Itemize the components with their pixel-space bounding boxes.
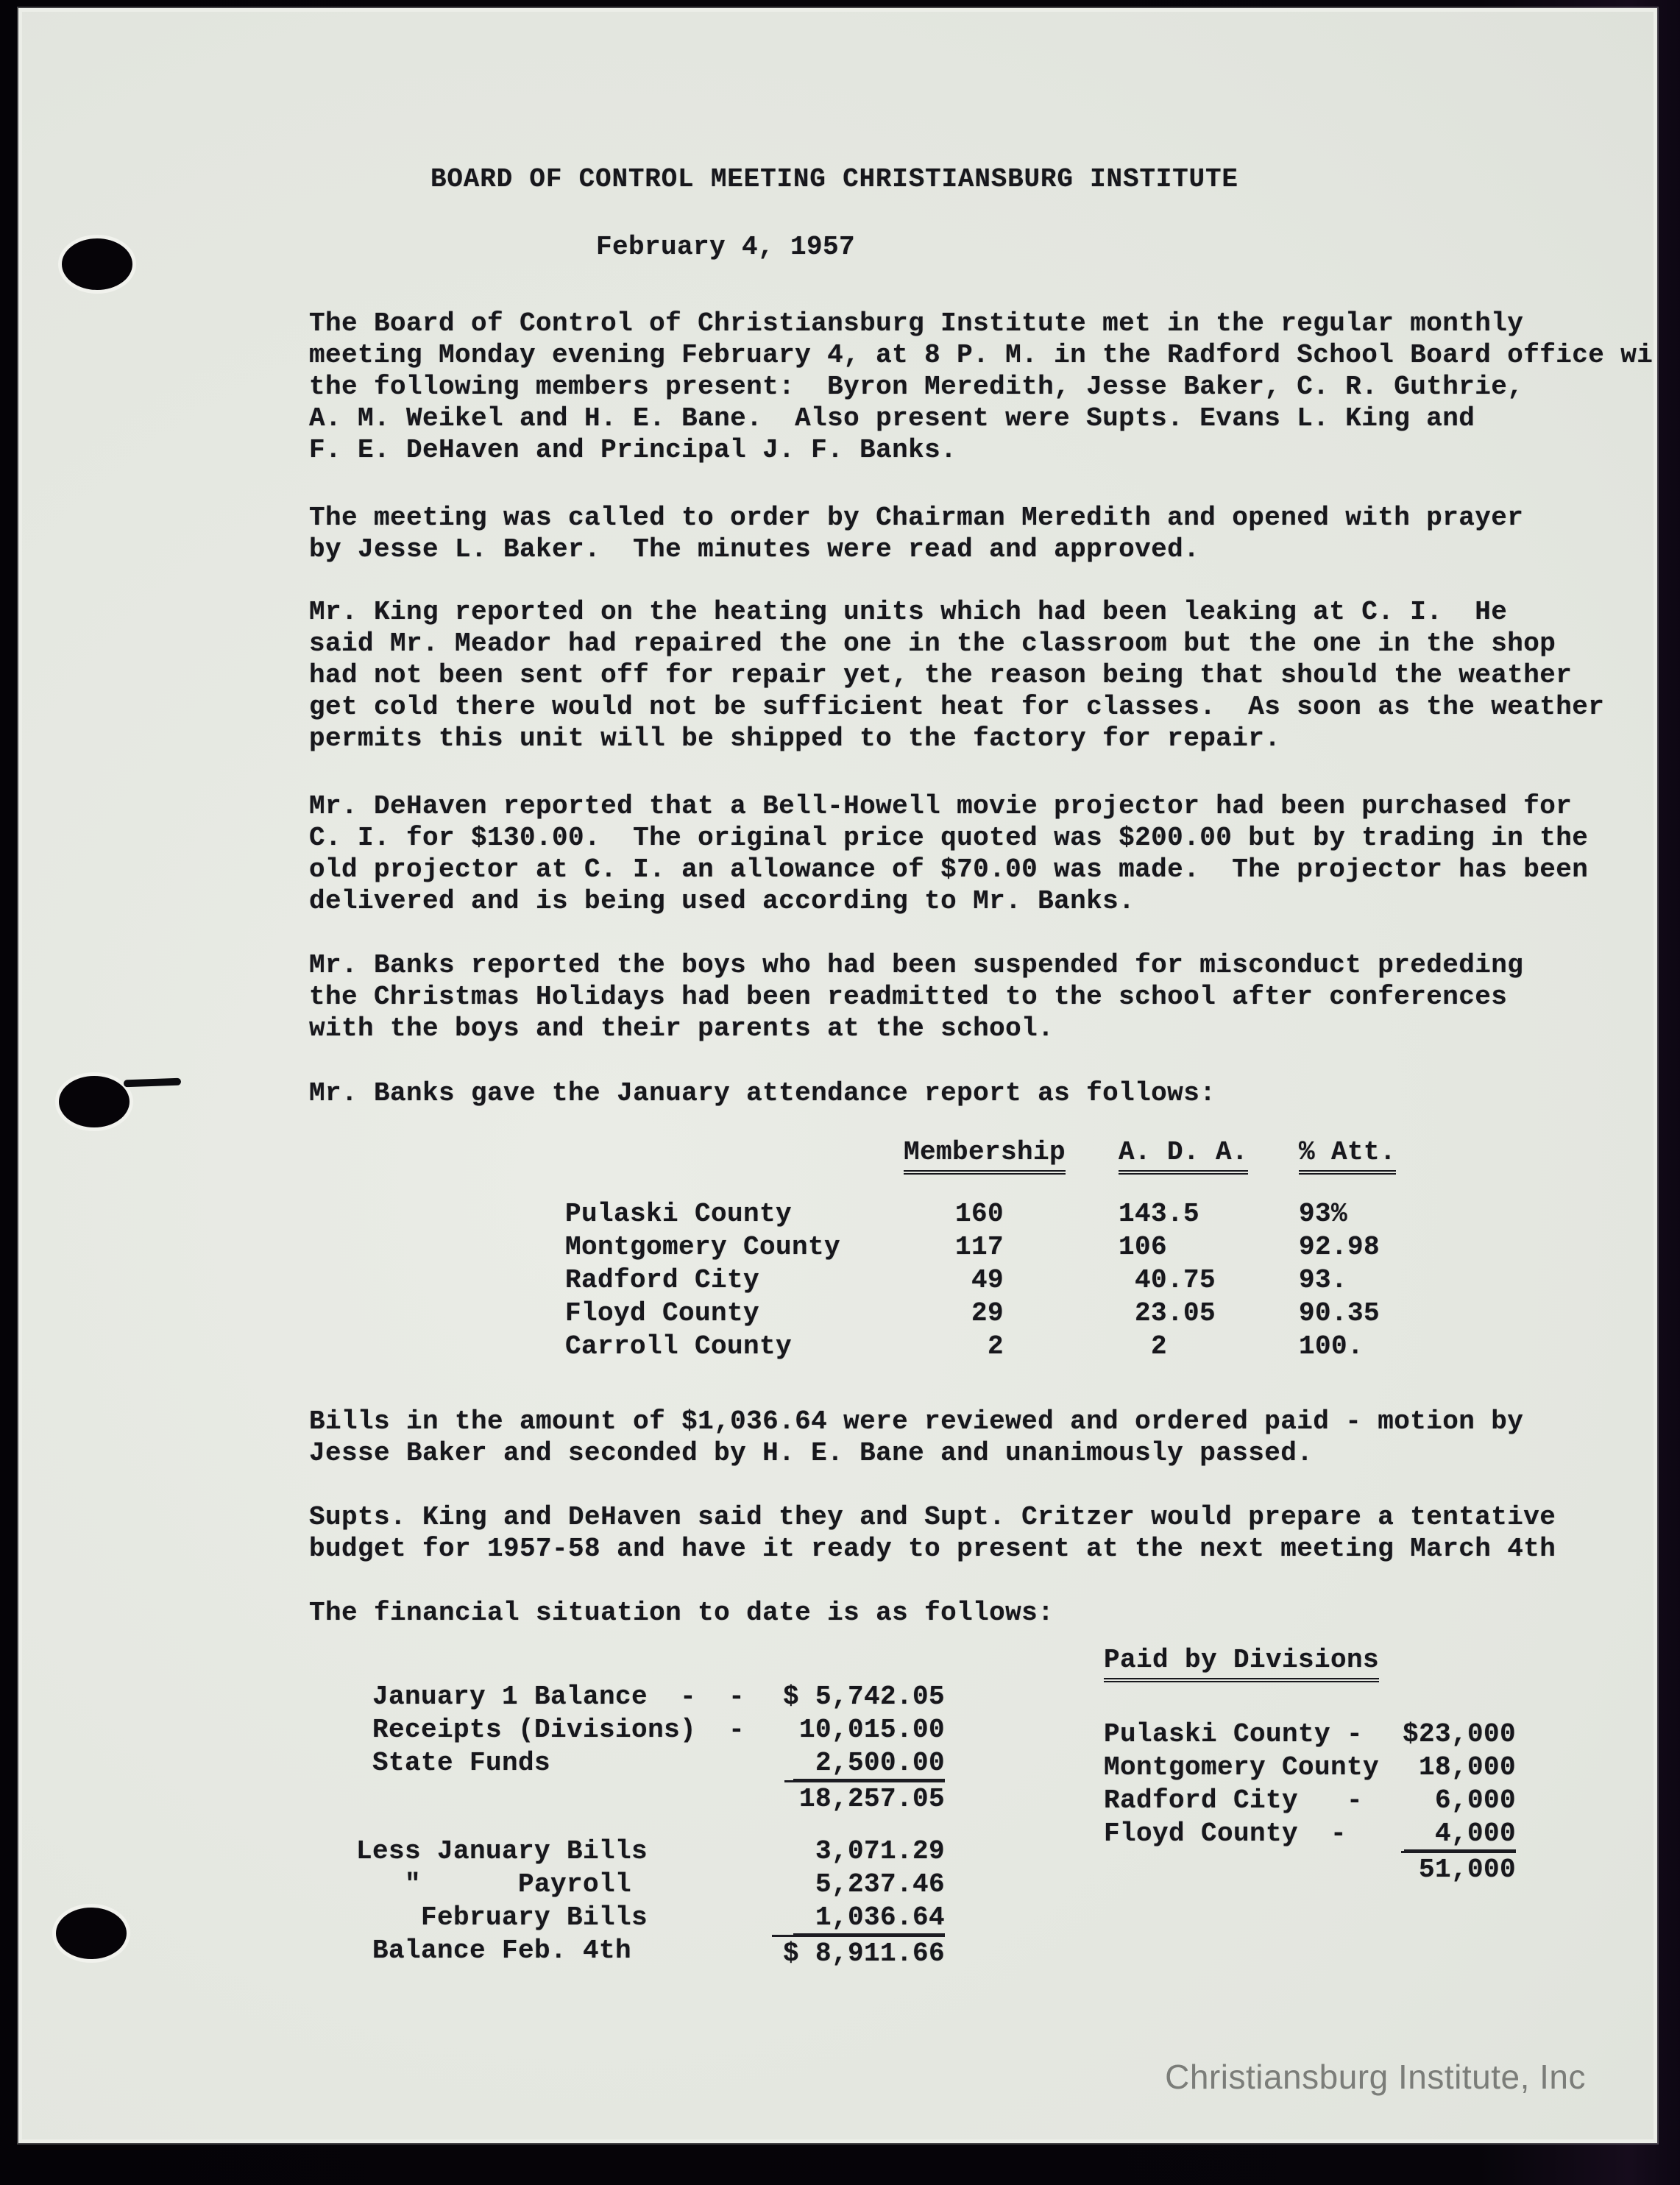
text-line: delivered and is being used according to Mr. Banks. bbox=[309, 886, 1135, 916]
attendance-header-att: % Att. bbox=[1299, 1136, 1396, 1175]
text-line: by Jesse L. Baker. The minutes were read and approved. bbox=[309, 534, 1200, 564]
text-line: Mr. King reported on the heating units which had been leaking at C. I. He bbox=[309, 597, 1508, 627]
text-line: Bills in the amount of $1,036.64 were reviewed and ordered paid - motion by bbox=[309, 1406, 1524, 1437]
attendance-row bbox=[22, 1331, 1654, 1364]
statement-label: State Funds bbox=[356, 1748, 551, 1778]
text-line: The Board of Control of Christiansburg Institute met in the regular monthly bbox=[309, 308, 1524, 339]
attendance-ada: 40.75 bbox=[1119, 1265, 1216, 1295]
attendance-label: Carroll County bbox=[565, 1331, 793, 1361]
attendance-label: Montgomery County bbox=[565, 1232, 841, 1262]
paragraph-projector bbox=[309, 790, 1588, 917]
watermark: Christiansburg Institute, Inc bbox=[1165, 2058, 1586, 2096]
financial-statement-lower bbox=[356, 1835, 945, 1968]
text-line: old projector at C. I. an allowance of $70.00 was made. The projector has been bbox=[309, 854, 1589, 885]
text-line: said Mr. Meador had repaired the one in the classroom but the one in the shop bbox=[309, 628, 1556, 659]
attendance-membership: 29 bbox=[971, 1298, 1004, 1328]
statement-row bbox=[356, 1714, 945, 1747]
text-line: get cold there would not be sufficient heat for classes. As soon as the weather bbox=[309, 692, 1605, 722]
statement-row bbox=[356, 1902, 945, 1935]
attendance-membership: 117 bbox=[954, 1232, 1004, 1262]
statement-label: February Bills bbox=[356, 1902, 648, 1933]
paragraph-call-to-order bbox=[309, 502, 1523, 565]
divisions-row bbox=[1104, 1718, 1516, 1752]
paragraph-heating bbox=[309, 596, 1604, 754]
statement-label: Balance Feb. 4th bbox=[356, 1936, 632, 1966]
text-line: with the boys and their parents at the school. bbox=[309, 1013, 1055, 1044]
statement-value: 10,015.00 bbox=[798, 1715, 945, 1745]
divisions-header: Paid by Divisions bbox=[1104, 1644, 1379, 1682]
attendance-membership: 160 bbox=[954, 1199, 1004, 1229]
text-line: the following members present: Byron Meredith, Jesse Baker, C. R. Guthrie, bbox=[309, 372, 1524, 402]
financial-intro: The financial situation to date is as follows: bbox=[309, 1598, 1055, 1628]
financial-statement-upper bbox=[356, 1681, 945, 1813]
text-line: A. M. Weikel and H. E. Bane. Also present were Supts. Evans L. King and bbox=[309, 403, 1475, 433]
divisions-value: $23,000 bbox=[1402, 1719, 1516, 1749]
attendance-ada: 23.05 bbox=[1119, 1298, 1216, 1328]
text-line: meeting Monday evening February 4, at 8 P. M. in the Radford School Board office wi bbox=[309, 340, 1654, 370]
attendance-row bbox=[22, 1231, 1654, 1264]
statement-value: 2,500.00 bbox=[793, 1747, 945, 1781]
statement-row bbox=[356, 1747, 945, 1780]
attendance-label: Pulaski County bbox=[565, 1199, 793, 1229]
divisions-label: Pulaski County - bbox=[1104, 1719, 1364, 1749]
document-page bbox=[22, 12, 1654, 2139]
text-line: permits this unit will be shipped to the factory for repair. bbox=[309, 723, 1281, 754]
divisions-label: Floyd County - bbox=[1104, 1819, 1347, 1849]
statement-row bbox=[356, 1869, 945, 1902]
statement-balance-row bbox=[356, 1935, 945, 1968]
divisions-label: Montgomery County bbox=[1104, 1752, 1380, 1782]
text-line: C. I. for $130.00. The original price quoted was $200.00 but by trading in the bbox=[309, 823, 1589, 853]
statement-value: $ 5,742.05 bbox=[782, 1682, 945, 1712]
text-line: The meeting was called to order by Chairman Meredith and opened with prayer bbox=[309, 503, 1524, 533]
statement-value: 1,036.64 bbox=[793, 1902, 945, 1936]
statement-value: 5,237.46 bbox=[815, 1869, 945, 1899]
statement-balance-value: $ 8,911.66 bbox=[772, 1935, 945, 1969]
attendance-header-membership: Membership bbox=[904, 1136, 1066, 1175]
text-line: the Christmas Holidays had been readmitted to the school after conferences bbox=[309, 982, 1508, 1012]
divisions-table bbox=[1104, 1644, 1516, 1924]
document-title: BOARD OF CONTROL MEETING CHRISTIANSBURG INSTITUTE bbox=[430, 164, 1238, 194]
paragraph-opening bbox=[309, 308, 1653, 466]
attendance-att: 93% bbox=[1299, 1199, 1348, 1229]
statement-label: Less January Bills bbox=[356, 1836, 648, 1866]
paragraph-suspensions bbox=[309, 949, 1523, 1044]
statement-row bbox=[356, 1681, 945, 1714]
attendance-table bbox=[22, 1198, 1654, 1367]
attendance-label: Radford City bbox=[565, 1265, 760, 1295]
attendance-membership: 2 bbox=[987, 1331, 1004, 1361]
text-line: had not been sent off for repair yet, the reason being that should the weather bbox=[309, 660, 1573, 690]
punch-hole-top bbox=[62, 238, 132, 290]
divisions-value: 6,000 bbox=[1434, 1785, 1516, 1816]
attendance-ada: 2 bbox=[1119, 1331, 1168, 1361]
divisions-total-row bbox=[1104, 1851, 1516, 1884]
punch-hole-middle bbox=[59, 1076, 130, 1127]
attendance-att: 100. bbox=[1299, 1331, 1364, 1361]
divisions-value: 4,000 bbox=[1404, 1818, 1516, 1852]
divisions-label: Radford City - bbox=[1104, 1785, 1364, 1816]
paragraph-budget bbox=[309, 1501, 1556, 1565]
statement-label: January 1 Balance - - bbox=[356, 1682, 745, 1712]
attendance-row bbox=[22, 1264, 1654, 1297]
paragraph-bills bbox=[309, 1406, 1523, 1469]
divisions-row bbox=[1104, 1785, 1516, 1818]
divisions-row bbox=[1104, 1818, 1516, 1851]
punch-hole-bottom bbox=[56, 1908, 127, 1959]
attendance-label: Floyd County bbox=[565, 1298, 760, 1328]
text-line: Jesse Baker and seconded by H. E. Bane and unanimously passed. bbox=[309, 1438, 1314, 1468]
text-line: Mr. Banks reported the boys who had been suspended for misconduct prededing bbox=[309, 950, 1524, 980]
text-line: budget for 1957-58 and have it ready to present at the next meeting March 4th bbox=[309, 1534, 1556, 1564]
statement-subtotal-row bbox=[356, 1780, 945, 1813]
attendance-row bbox=[22, 1297, 1654, 1331]
attendance-header-ada: A. D. A. bbox=[1119, 1136, 1248, 1175]
statement-value: 3,071.29 bbox=[815, 1836, 945, 1866]
attendance-att: 93. bbox=[1299, 1265, 1348, 1295]
attendance-ada: 106 bbox=[1119, 1232, 1168, 1262]
attendance-intro: Mr. Banks gave the January attendance report as follows: bbox=[309, 1078, 1216, 1108]
statement-row bbox=[356, 1835, 945, 1869]
divisions-value: 18,000 bbox=[1418, 1752, 1516, 1782]
attendance-membership: 49 bbox=[971, 1265, 1004, 1295]
attendance-att: 90.35 bbox=[1299, 1298, 1380, 1328]
attendance-ada: 143.5 bbox=[1119, 1199, 1200, 1229]
document-date: February 4, 1957 bbox=[596, 232, 856, 262]
divisions-total: 51,000 bbox=[1401, 1851, 1516, 1885]
attendance-header-row bbox=[22, 1136, 1654, 1177]
divisions-row bbox=[1104, 1752, 1516, 1785]
text-line: Mr. DeHaven reported that a Bell-Howell movie projector had been purchased for bbox=[309, 791, 1573, 821]
attendance-att: 92.98 bbox=[1299, 1232, 1380, 1262]
statement-label: " Payroll bbox=[356, 1869, 632, 1899]
statement-subtotal: 18,257.05 bbox=[784, 1780, 945, 1815]
attendance-row bbox=[22, 1198, 1654, 1231]
text-line: Supts. King and DeHaven said they and Supt. Critzer would prepare a tentative bbox=[309, 1502, 1556, 1532]
statement-label: Receipts (Divisions) - bbox=[356, 1715, 745, 1745]
text-line: F. E. DeHaven and Principal J. F. Banks. bbox=[309, 435, 957, 465]
